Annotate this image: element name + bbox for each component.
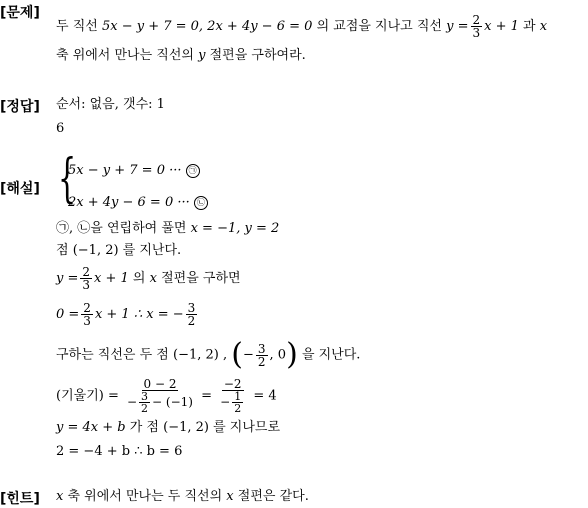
fraction: $\frac{2}{3}$ [83,301,91,328]
solution-line-9: y = 4x + b 가 점 (−1, 2) 를 지나므로 [56,420,281,435]
solution-line-3: ㉠, ㉡을 연립하여 풀면 x = −1, y = 2 [56,221,280,236]
solution-line-7: 구하는 직선은 두 점 (−1, 2) , (− $\frac{3}{2}$ , 0) 을 지난다. [56,337,361,372]
problem-label: [문제] [0,5,40,21]
problem-fraction: $\frac{2}{3}$ [472,13,481,40]
system-eq-1: 5x − y + 7 = 0 ··· ㉠ [68,163,200,179]
fraction: $\frac{3}{2}$ [187,301,196,328]
fraction: $\frac{3}{2}$ [257,341,266,369]
problem-line-2: 축 위에서 만나는 직선의 y 절편을 구하여라. [56,48,306,63]
hint-label: [힌트] [0,491,40,507]
answer-meta: 순서: 없음, 갯수: 1 [56,97,165,112]
slope-fraction-2: −2 − $\frac{1}{2}$ [220,377,242,415]
answer-value: 6 [56,121,65,136]
slope-fraction-1: 0 − 2 − $\frac{3}{2}$ − (−1) [126,377,193,415]
solution-line-8: (기울기) = 0 − 2 − $\frac{3}{2}$ − (−1) = −2 − $\frac{1}{2}$ = 4 [56,377,277,415]
problem-line-1: 두 직선 5x − y + 7 = 0, 2x + 4y − 6 = 0 의 교점을 지나고 직선 y = $\frac{2}{3}$ x + 1 과 x [56,13,548,40]
answer-label: [정답] [0,99,40,115]
fraction: $\frac{2}{3}$ [82,265,91,292]
solution-line-5: y = $\frac{2}{3}$ x + 1 의 x 절편을 구하면 [56,265,241,292]
solution-line-4: 점 (−1, 2) 를 지난다. [56,243,182,258]
solution-line-10: 2 = −4 + b ∴ b = 6 [56,444,183,459]
solution-label: [해설] [0,181,40,197]
hint-text: x 축 위에서 만나는 두 직선의 x 절편은 같다. [56,489,309,504]
system-eq-2: 2x + 4y − 6 = 0 ··· ㉡ [68,195,208,211]
solution-line-6: 0 = $\frac{2}{3}$ x + 1 ∴ x = − $\frac{3}{2}$ [56,301,196,328]
system-brace: { [58,149,77,209]
